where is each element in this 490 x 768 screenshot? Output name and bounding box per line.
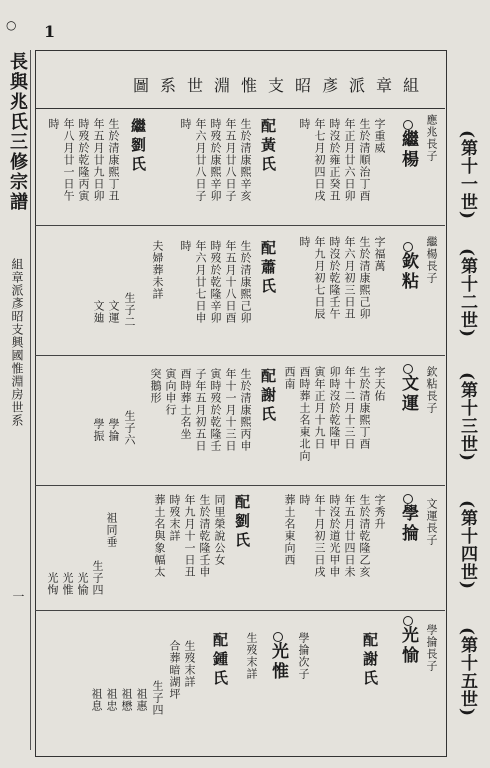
child-name: 學掄 <box>107 418 120 442</box>
bio-line: 年五月廿四日未 <box>343 494 356 578</box>
child-name: 光愉 <box>76 572 89 596</box>
spouse-label: 配謝氏 <box>259 368 277 425</box>
child-name: 祖息 <box>90 688 103 712</box>
spouse-label: 配謝氏 <box>361 632 379 689</box>
person-name: 光愉 <box>396 616 421 666</box>
relation-label: 欽粘長子 <box>425 366 438 414</box>
bio-line: 卯時沒於乾隆甲 <box>328 366 341 450</box>
spouse-label: 配劉氏 <box>233 494 251 551</box>
page-number: 1 <box>44 22 56 41</box>
spouse-line: 時歿於康熙辛卯 <box>209 118 222 202</box>
spouse-line: 年八月廿一日午 <box>62 118 75 202</box>
node-circle-icon <box>403 242 413 252</box>
child-name: 學振 <box>92 418 105 442</box>
person-name: 學掄 <box>396 494 421 544</box>
bio-line: 時 <box>298 494 311 506</box>
spouse-label: 配黃氏 <box>259 118 277 175</box>
spouse-label: 繼劉氏 <box>129 118 147 175</box>
spouse-line: 時歿於乾隆辛卯 <box>209 240 222 324</box>
person-name: 繼楊 <box>396 120 421 170</box>
generation-label-15: (第十五世) <box>457 626 477 718</box>
row-divider <box>35 225 445 226</box>
spine-book-title: 長與兆氏三修宗譜 <box>7 52 28 212</box>
child-name: 祖懋 <box>120 688 133 712</box>
corner-mark: ○ <box>6 18 17 32</box>
bio-line: 葬土名東向西 <box>283 494 296 566</box>
bio-line: 字秀升 <box>373 494 386 530</box>
spouse-line: 生於清康熙己卯 <box>239 240 252 324</box>
generation-label-11: (第十一世) <box>457 129 477 221</box>
bio-line: 年十月初三日戌 <box>313 494 326 578</box>
relation-label: 文運長子 <box>425 498 438 546</box>
person-name: 文運 <box>396 364 421 414</box>
row-divider <box>35 355 445 356</box>
spouse-line: 生於清康熙丁丑 <box>107 118 120 202</box>
bio-line: 年九月初七日辰 <box>313 236 326 320</box>
node-circle-icon <box>273 632 283 642</box>
spouse-label: 配蕭氏 <box>259 240 277 297</box>
spouse-line: 年九月十一日丑 <box>183 494 196 578</box>
spine-divider <box>30 50 31 750</box>
bio-line: 年七月初四日戌 <box>313 118 326 202</box>
children-line: 生子二 <box>123 292 136 328</box>
spouse-line: 年五月廿八日子 <box>224 118 237 202</box>
node-circle-icon <box>403 494 413 504</box>
child-name: 文運 <box>107 300 120 324</box>
spine-page-mark: 一 <box>11 590 25 602</box>
generation-label-14: (第十四世) <box>457 499 477 591</box>
child-name: 文廸 <box>92 300 105 324</box>
bio-line: 生歿末詳 <box>245 632 258 680</box>
spouse-line: 生於清康熙丙申 <box>239 368 252 452</box>
bio-line: 年十二月十三日 <box>343 366 356 450</box>
node-circle-icon <box>403 364 413 374</box>
child-name: 光恂 <box>46 572 59 596</box>
bio-line: 西南 <box>283 366 296 390</box>
spouse-line: 年五月十八日酉 <box>224 240 237 324</box>
bio-line: 年六月初三日丑 <box>343 236 356 320</box>
bio-line: 時 <box>298 236 311 248</box>
spouse-line: 寅向申行 <box>164 368 177 416</box>
bio-line: 時 <box>298 118 311 130</box>
row-divider <box>35 485 445 486</box>
spouse-line: 生於清康熙辛亥 <box>239 118 252 202</box>
bio-line: 寅年正月十九日 <box>313 366 326 450</box>
bio-line: 生於清康熙己卯 <box>358 236 371 320</box>
burial-line: 夫婦葬未詳 <box>151 240 164 300</box>
spouse-line: 子年五月初五日 <box>194 368 207 452</box>
spine-section: 組章派彥昭支興國惟淵房世系 <box>10 258 24 427</box>
spouse-line: 年六月廿七日申 <box>194 240 207 324</box>
relation-label: 應兆長子 <box>425 114 438 162</box>
spouse-line: 時歿末詳 <box>168 494 181 542</box>
spouse-line: 年五月廿九日卯 <box>92 118 105 202</box>
spouse-line: 葬土名與象幅太 <box>153 494 166 578</box>
bio-line: 生於清乾隆乙亥 <box>358 494 371 578</box>
generation-label-12: (第十二世) <box>457 247 477 339</box>
bio-line: 時沒於道光甲申 <box>328 494 341 578</box>
bio-line: 酉時葬土名東北向 <box>298 366 311 462</box>
row-divider <box>35 610 445 611</box>
relation-label: 繼楊長子 <box>425 236 438 284</box>
spouse-line: 生歿末詳 <box>183 640 196 688</box>
spouse-line: 時 <box>179 240 192 252</box>
children-line: 生子六 <box>123 410 136 446</box>
person-name: 光惟 <box>266 632 291 682</box>
node-circle-icon <box>403 120 413 130</box>
children-line: 生子四 <box>91 560 104 596</box>
child-name: 祖惠 <box>135 688 148 712</box>
spouse-line: 突鵝形 <box>149 368 162 404</box>
children-line: 生子四 <box>151 680 164 716</box>
bio-line: 字天佑 <box>373 366 386 402</box>
bio-line: 字重威 <box>373 118 386 154</box>
generation-label-13: (第十三世) <box>457 371 477 463</box>
relation-label: 學掄長子 <box>425 624 438 672</box>
spouse-line: 時 <box>47 118 60 130</box>
spouse-line: 同里榮說公女 <box>213 494 226 566</box>
node-circle-icon <box>403 616 413 626</box>
spouse-line: 寅時歿於乾隆壬 <box>209 368 222 452</box>
bio-line: 時沒於乾隆壬午 <box>328 236 341 320</box>
extra-line: 祖同垂 <box>105 512 118 548</box>
child-name: 祖忠 <box>105 688 118 712</box>
spouse-line: 時歿於乾隆丙寅 <box>77 118 90 202</box>
bio-line: 生於清順治丁酉 <box>358 118 371 202</box>
spouse-line: 酉時葬土名坐 <box>179 368 192 440</box>
bio-line: 字福萬 <box>373 236 386 272</box>
spouse-line: 年六月廿八日子 <box>194 118 207 202</box>
bio-line: 時沒於雍正癸丑 <box>328 118 341 202</box>
spouse-line: 時 <box>179 118 192 130</box>
child-name: 光惟 <box>61 572 74 596</box>
spouse-line: 生於清乾隆壬申 <box>198 494 211 578</box>
person-name: 欽粘 <box>396 242 421 292</box>
relation-label: 學掄次子 <box>297 632 310 680</box>
bio-line: 年正月廿六日卯 <box>343 118 356 202</box>
page-title: 組章派彥昭支惟淵世系圖 <box>132 76 430 95</box>
spouse-label: 配鍾氏 <box>211 632 229 689</box>
spouse-line: 年十一月十三日 <box>224 368 237 452</box>
bio-line: 生於清康熙丁酉 <box>358 366 371 450</box>
spouse-line: 合葬暗湖坪 <box>168 640 181 700</box>
